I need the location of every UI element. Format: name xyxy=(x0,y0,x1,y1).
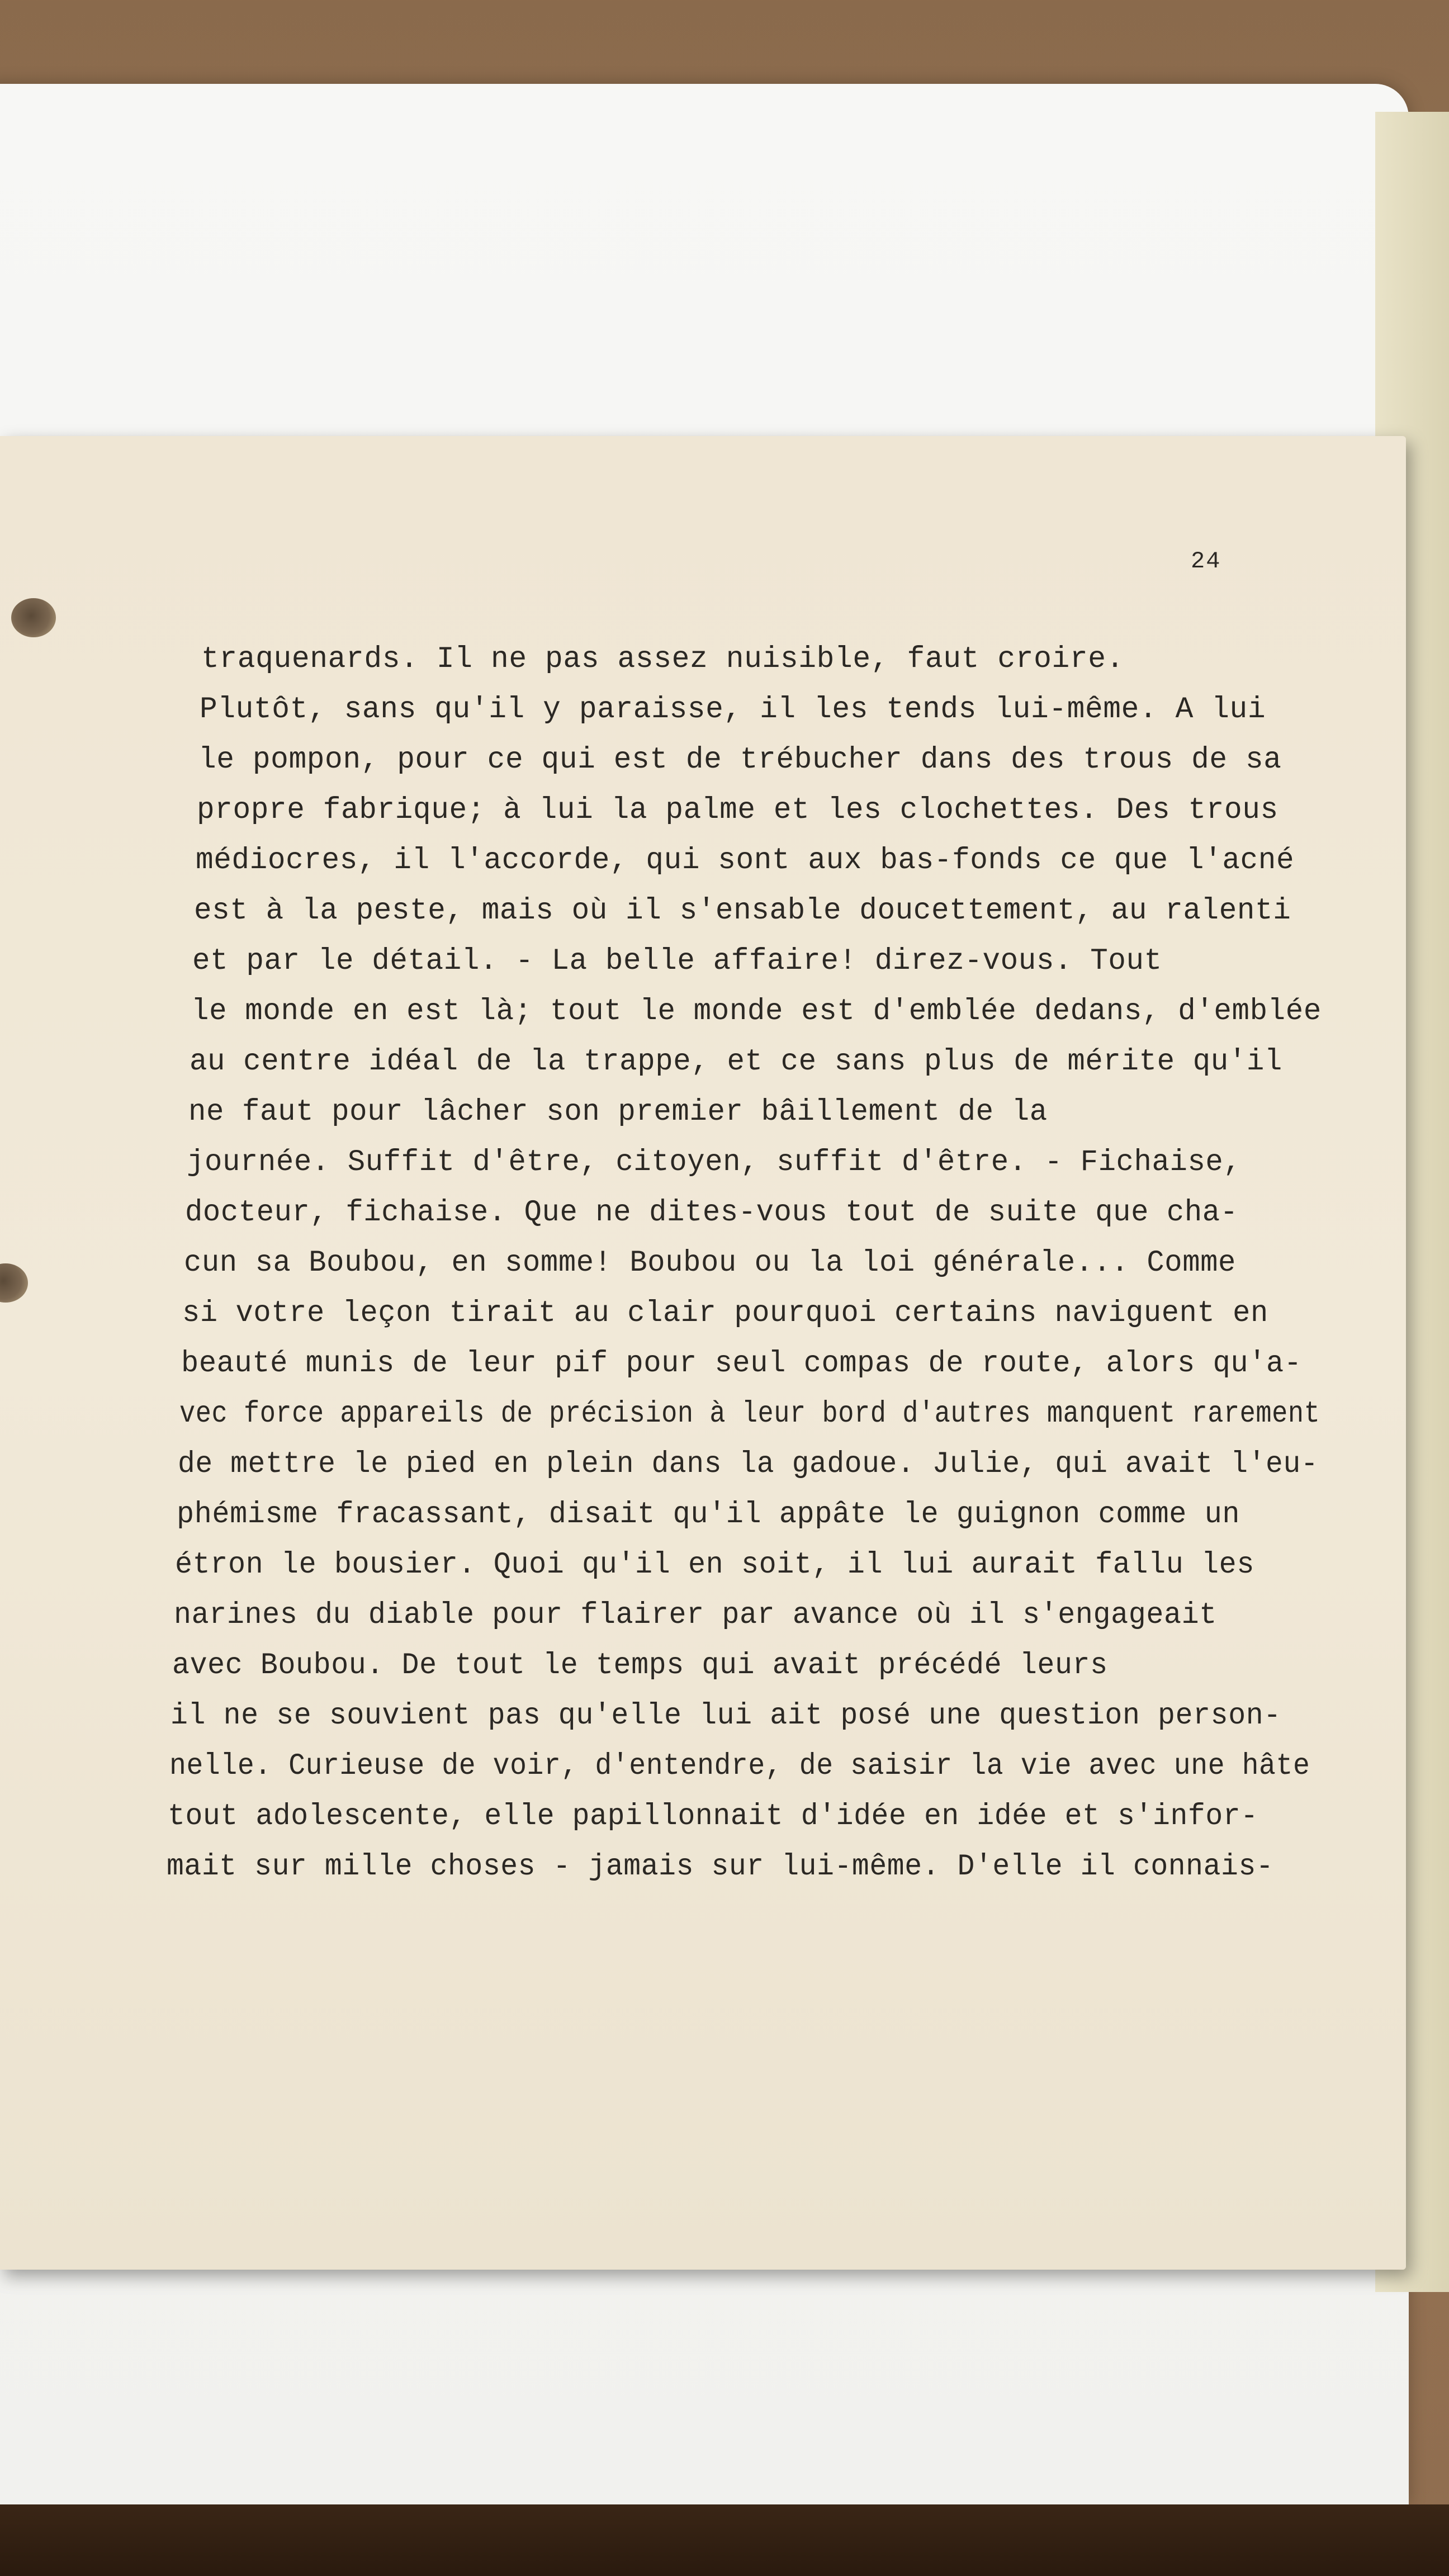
text-line: ne faut pour lâcher son premier bâillement de la xyxy=(188,1095,1048,1129)
text-line: phémisme fracassant, disait qu'il appâte le guignon comme un xyxy=(177,1498,1240,1532)
text-line: médiocres, il l'accorde, qui sont aux bas-fonds ce que l'acné xyxy=(196,844,1295,878)
text-line: Plutôt, sans qu'il y paraisse, il les tends lui-même. A lui xyxy=(200,693,1266,727)
text-line: docteur, fichaise. Que ne dites-vous tout de suite que cha- xyxy=(185,1196,1238,1230)
page-number: 24 xyxy=(1191,548,1221,575)
text-line: propre fabrique; à lui la palme et les clochettes. Des trous xyxy=(197,793,1278,827)
text-line: il ne se souvient pas qu'elle lui ait posé une question person- xyxy=(171,1699,1281,1733)
text-line: cun sa Boubou, en somme! Boubou ou la loi générale... Comme xyxy=(184,1246,1236,1280)
text-line: vec force appareils de précision à leur bord d'autres manquent rarement xyxy=(179,1397,1320,1431)
text-line: si votre leçon tirait au clair pourquoi certains naviguent en xyxy=(182,1296,1268,1330)
text-line: journée. Suffit d'être, citoyen, suffit d'être. - Fichaise, xyxy=(187,1145,1242,1180)
text-line: le pompon, pour ce qui est de trébucher dans des trous de sa xyxy=(198,743,1282,777)
text-line: narines du diable pour flairer par avance où il s'engageait xyxy=(174,1598,1217,1632)
punch-hole xyxy=(11,598,56,637)
text-line: et par le détail. - La belle affaire! direz-vous. Tout xyxy=(192,944,1162,978)
text-line: avec Boubou. De tout le temps qui avait précédé leurs xyxy=(172,1649,1108,1683)
table-surface xyxy=(0,2504,1449,2576)
typed-page xyxy=(0,436,1406,2270)
punch-hole xyxy=(0,1263,28,1303)
text-line: mait sur mille choses - jamais sur lui-même. D'elle il connais- xyxy=(167,1850,1274,1884)
text-line: le monde en est là; tout le monde est d'emblée dedans, d'emblée xyxy=(191,995,1322,1029)
text-line: traquenards. Il ne pas assez nuisible, faut croire. xyxy=(201,642,1124,676)
typed-text xyxy=(167,634,1364,1892)
text-line: est à la peste, mais où il s'ensable doucettement, au ralenti xyxy=(194,894,1291,928)
text-line: au centre idéal de la trappe, et ce sans plus de mérite qu'il xyxy=(190,1045,1282,1079)
text-line: tout adolescente, elle papillonnait d'idée en idée et s'infor- xyxy=(168,1800,1258,1834)
text-line: de mettre le pied en plein dans la gadoue. Julie, qui avait l'eu- xyxy=(178,1447,1319,1481)
text-line: beauté munis de leur pif pour seul compas de route, alors qu'a- xyxy=(181,1347,1302,1381)
text-line: nelle. Curieuse de voir, d'entendre, de saisir la vie avec une hâte xyxy=(169,1749,1310,1783)
text-line: étron le bousier. Quoi qu'il en soit, il lui aurait fallu les xyxy=(175,1548,1254,1582)
